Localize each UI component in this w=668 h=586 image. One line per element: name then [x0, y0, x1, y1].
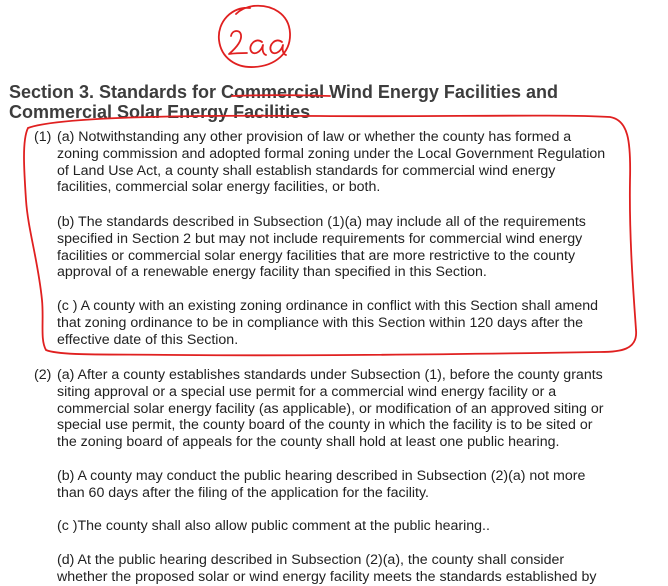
section-heading-line-1: Section 3. Standards for Commercial Wind Energy Facilities and	[9, 82, 558, 102]
paragraph-2d: (d) At the public hearing described in Subsection (2)(a), the county shall consider whether the proposed solar or wind energy facility meets the standards established by	[57, 552, 597, 585]
annotation-digit-2	[229, 31, 247, 54]
paragraph-1b: (b) The standards described in Subsection (1)(a) may include all of the requirements specified in Section 2 but may not include requirements for commercial wind energy facilities or commercial solar energy facilities that are more restrictive to the county approval of a renewable energy facility than specified in this Section.	[57, 214, 586, 281]
annotation-letter-a-1	[250, 40, 266, 55]
annotation-letter-a-2	[270, 40, 286, 55]
paragraph-2b: (b) A county may conduct the public hearing described in Subsection (2)(a) not more than 60 days after the filing of the application for the facility.	[57, 468, 586, 501]
annotation-circle	[219, 6, 290, 67]
item-2-number: (2)	[34, 367, 52, 383]
item-1-number: (1)	[34, 129, 52, 145]
paragraph-2a: (a) After a county establishes standards under Subsection (1), before the county grants siting approval or a special use permit for a commercial wind energy facility or a commercial solar energy facility (as applicable), or modification of an approved siting or special use permit, the county board of the county in which the facility is to be sited or the zoning board of appeals for the county shall hold at least one public hearing.	[57, 367, 604, 451]
paragraph-1a: (a) Notwithstanding any other provision of law or whether the county has formed a zoning commission and adopted formal zoning under the Local Government Regulation of Land Use Act, a county shall establish standards for commercial wind energy facilities, commercial solar energy facilities, or both.	[57, 129, 606, 196]
section-heading	[9, 82, 649, 122]
paragraph-1c: (c ) A county with an existing zoning ordinance in conflict with this Section shall amend that zoning ordinance to be in compliance with this Section within 120 days after the effective date of this Section.	[57, 298, 598, 348]
section-heading-line-2: Commercial Solar Energy Facilities	[9, 102, 311, 122]
paragraph-2c: (c )The county shall also allow public comment at the public hearing..	[57, 518, 490, 534]
